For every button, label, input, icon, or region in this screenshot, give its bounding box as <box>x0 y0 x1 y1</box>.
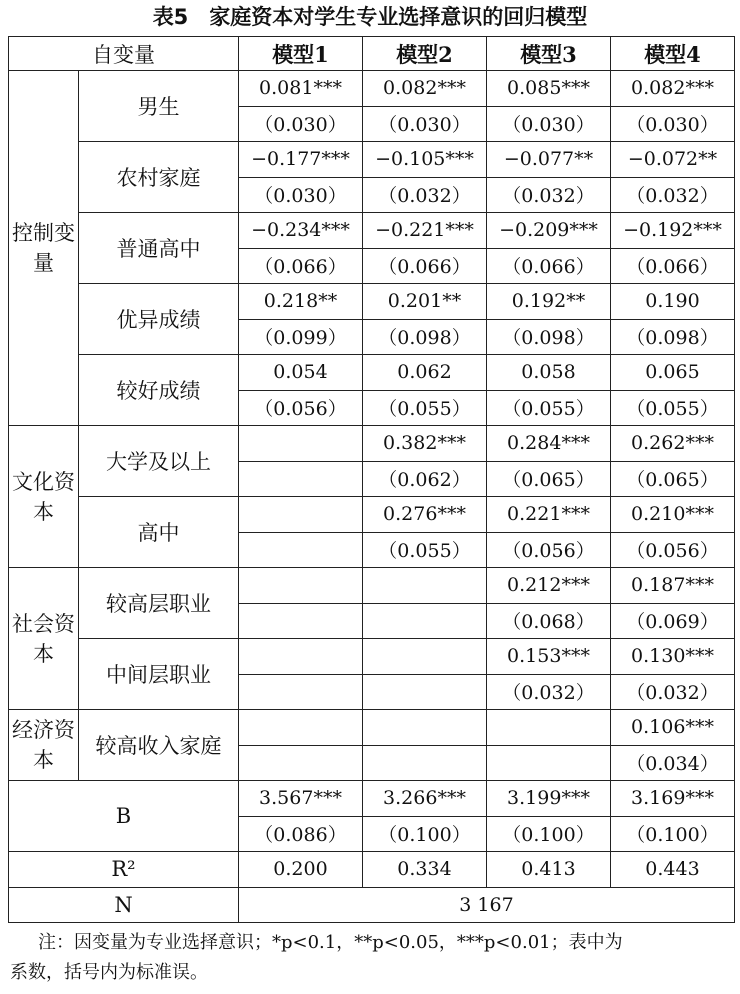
table-row <box>9 284 735 320</box>
table-row <box>9 71 735 107</box>
coefficient-cell: 0.218** <box>239 284 363 320</box>
coefficient-cell <box>487 710 611 746</box>
coefficient-cell: −0.192*** <box>611 213 735 249</box>
standard-error-cell <box>239 461 363 497</box>
coefficient-cell: 0.284*** <box>487 426 611 462</box>
standard-error-cell: （0.055） <box>611 390 735 426</box>
standard-error-cell: （0.065） <box>611 461 735 497</box>
coefficient-cell <box>363 639 487 675</box>
table-row <box>9 213 735 249</box>
coefficient-cell: 0.190 <box>611 284 735 320</box>
variable-label: 优异成绩 <box>79 284 239 355</box>
coefficient-cell <box>239 568 363 604</box>
standard-error-cell: （0.098） <box>487 319 611 355</box>
standard-error-cell: （0.055） <box>487 390 611 426</box>
standard-error-cell: （0.032） <box>611 674 735 710</box>
note-line-1: 注：因变量为专业选择意识；*p<0.1，**p<0.05，***p<0.01；表中为 <box>38 932 623 953</box>
coefficient-cell <box>239 639 363 675</box>
r2-value: 0.413 <box>487 852 611 888</box>
standard-error-cell: （0.056） <box>611 532 735 568</box>
table-row <box>9 639 735 675</box>
standard-error-cell: （0.086） <box>239 816 363 852</box>
standard-error-cell: （0.032） <box>363 177 487 213</box>
standard-error-cell: （0.032） <box>611 177 735 213</box>
variable-label: 较好成绩 <box>79 355 239 426</box>
coefficient-cell: 0.221*** <box>487 497 611 533</box>
coefficient-cell: 0.082*** <box>611 71 735 107</box>
standard-error-cell <box>239 603 363 639</box>
standard-error-cell: （0.069） <box>611 603 735 639</box>
variable-label: 大学及以上 <box>79 426 239 497</box>
coefficient-cell: 3.199*** <box>487 781 611 817</box>
n-label: N <box>9 887 239 923</box>
coefficient-cell: 0.106*** <box>611 710 735 746</box>
coefficient-cell: 0.192** <box>487 284 611 320</box>
standard-error-cell <box>239 745 363 781</box>
r2-row <box>9 852 735 888</box>
standard-error-cell: （0.030） <box>239 177 363 213</box>
standard-error-cell: （0.098） <box>611 319 735 355</box>
coefficient-cell: 0.153*** <box>487 639 611 675</box>
standard-error-cell: （0.066） <box>487 248 611 284</box>
r2-value: 0.200 <box>239 852 363 888</box>
n-value: 3 167 <box>239 887 735 923</box>
standard-error-cell: （0.066） <box>239 248 363 284</box>
coefficient-cell: 0.210*** <box>611 497 735 533</box>
standard-error-cell: （0.100） <box>611 816 735 852</box>
standard-error-cell: （0.066） <box>363 248 487 284</box>
standard-error-cell: （0.030） <box>239 106 363 142</box>
table-row <box>9 781 735 817</box>
standard-error-cell: （0.065） <box>487 461 611 497</box>
note-line-2: 系数，括号内为标准误。 <box>10 962 208 983</box>
coefficient-cell: 0.262*** <box>611 426 735 462</box>
standard-error-cell: （0.034） <box>611 745 735 781</box>
header-variable: 自变量 <box>9 37 239 71</box>
standard-error-cell: （0.032） <box>487 177 611 213</box>
standard-error-cell: （0.068） <box>487 603 611 639</box>
table-row <box>9 710 735 746</box>
coefficient-cell: 0.082*** <box>363 71 487 107</box>
group-label-cultural: 文化资本 <box>9 426 79 568</box>
coefficient-cell: 3.567*** <box>239 781 363 817</box>
r2-value: 0.334 <box>363 852 487 888</box>
standard-error-cell: （0.056） <box>239 390 363 426</box>
variable-label: 较高层职业 <box>79 568 239 639</box>
variable-label: 较高收入家庭 <box>79 710 239 781</box>
variable-label: 中间层职业 <box>79 639 239 710</box>
table-title: 表5 家庭资本对学生专业选择意识的回归模型 <box>152 5 588 29</box>
coefficient-cell <box>239 497 363 533</box>
table-row <box>9 497 735 533</box>
coefficient-cell: 0.058 <box>487 355 611 391</box>
r2-label: R² <box>9 852 239 888</box>
coefficient-cell: 0.187*** <box>611 568 735 604</box>
coefficient-cell: 3.169*** <box>611 781 735 817</box>
coefficient-cell: 0.130*** <box>611 639 735 675</box>
standard-error-cell: （0.030） <box>611 106 735 142</box>
coefficient-cell: −0.177*** <box>239 142 363 178</box>
coefficient-cell: 3.266*** <box>363 781 487 817</box>
coefficient-cell: 0.382*** <box>363 426 487 462</box>
coefficient-cell: 0.085*** <box>487 71 611 107</box>
header-model-1: 模型1 <box>239 37 363 71</box>
variable-label: 普通高中 <box>79 213 239 284</box>
coefficient-cell: 0.054 <box>239 355 363 391</box>
standard-error-cell: （0.032） <box>487 674 611 710</box>
header-model-4: 模型4 <box>611 37 735 71</box>
standard-error-cell: （0.030） <box>363 106 487 142</box>
table-row <box>9 355 735 391</box>
coefficient-cell <box>363 568 487 604</box>
standard-error-cell <box>363 674 487 710</box>
coefficient-cell: −0.209*** <box>487 213 611 249</box>
coefficient-cell: −0.105*** <box>363 142 487 178</box>
coefficient-cell: −0.234*** <box>239 213 363 249</box>
coefficient-cell <box>239 710 363 746</box>
standard-error-cell: （0.099） <box>239 319 363 355</box>
coefficient-cell: −0.077** <box>487 142 611 178</box>
table-row <box>9 142 735 178</box>
variable-label: 男生 <box>79 71 239 142</box>
header-model-2: 模型2 <box>363 37 487 71</box>
standard-error-cell <box>363 603 487 639</box>
standard-error-cell: （0.055） <box>363 390 487 426</box>
table-note <box>10 928 734 988</box>
r2-value: 0.443 <box>611 852 735 888</box>
coefficient-cell: 0.081*** <box>239 71 363 107</box>
standard-error-cell: （0.062） <box>363 461 487 497</box>
variable-label: 农村家庭 <box>79 142 239 213</box>
header-model-3: 模型3 <box>487 37 611 71</box>
standard-error-cell: （0.055） <box>363 532 487 568</box>
header-row <box>9 37 735 71</box>
coefficient-cell <box>239 426 363 462</box>
group-label-control: 控制变量 <box>9 71 79 426</box>
standard-error-cell: （0.066） <box>611 248 735 284</box>
table-row <box>9 568 735 604</box>
n-row <box>9 887 735 923</box>
group-label-economic: 经济资本 <box>9 710 79 781</box>
standard-error-cell <box>487 745 611 781</box>
row-label-constant: B <box>9 781 239 852</box>
coefficient-cell <box>363 710 487 746</box>
coefficient-cell: 0.065 <box>611 355 735 391</box>
coefficient-cell: −0.072** <box>611 142 735 178</box>
coefficient-cell: −0.221*** <box>363 213 487 249</box>
table-row <box>9 426 735 462</box>
standard-error-cell: （0.100） <box>487 816 611 852</box>
coefficient-cell: 0.201** <box>363 284 487 320</box>
standard-error-cell <box>239 674 363 710</box>
standard-error-cell: （0.100） <box>363 816 487 852</box>
standard-error-cell <box>363 745 487 781</box>
regression-table <box>8 36 735 923</box>
coefficient-cell: 0.062 <box>363 355 487 391</box>
standard-error-cell: （0.056） <box>487 532 611 568</box>
group-label-social: 社会资本 <box>9 568 79 710</box>
coefficient-cell: 0.276*** <box>363 497 487 533</box>
standard-error-cell: （0.098） <box>363 319 487 355</box>
variable-label: 高中 <box>79 497 239 568</box>
standard-error-cell: （0.030） <box>487 106 611 142</box>
coefficient-cell: 0.212*** <box>487 568 611 604</box>
standard-error-cell <box>239 532 363 568</box>
